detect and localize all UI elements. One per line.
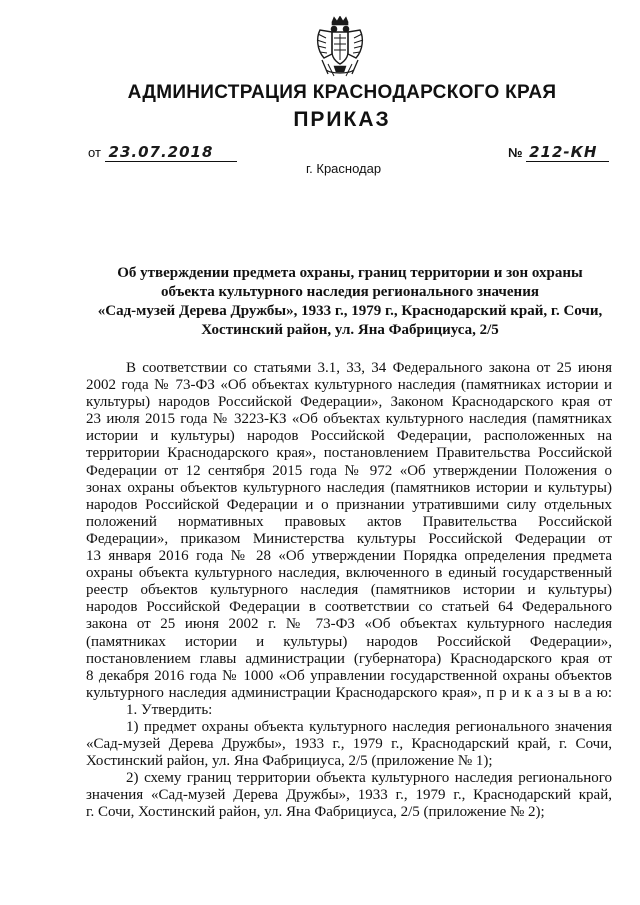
title-line: объекта культурного наследия регионального значения — [161, 284, 539, 300]
body-line: территории Краснодарского края», постановлением Правительства Российской — [86, 445, 612, 462]
coat-of-arms-emblem — [314, 16, 366, 78]
body-line: В соответствии со статьями 3.1, 33, 34 Федерального закона от 25 июня — [126, 360, 612, 376]
body-line: (памятниках истории и культуры) народов Российской Федерации», — [86, 633, 612, 650]
body-line: 1. Утвердить: — [126, 701, 213, 718]
body-line: «Сад-музей Дерева Дружбы», 1933 г., 1979 г., Краснодарский край, г. Сочи, — [86, 736, 612, 753]
order-body — [86, 360, 612, 822]
body-line: истории и культуры) народов Российской Федерации, расположенных на — [86, 428, 612, 445]
issuing-authority: АДМИНИСТРАЦИЯ КРАСНОДАРСКОГО КРАЯ — [127, 82, 557, 103]
handwritten-date: 23.07.2018 — [105, 143, 237, 162]
city-label: г. Краснодар — [306, 161, 382, 176]
body-line: охраны объекта культурного наследия, включенного в единый государственный — [86, 565, 612, 582]
body-line: значения «Сад-музей Дерева Дружбы», 1933 г., 1979 г., Краснодарский край, — [86, 787, 612, 804]
body-line: Федерации от 12 сентября 2015 года № 972 «Об утверждении Положения о — [86, 462, 612, 479]
number-field — [508, 143, 609, 162]
date-prefix: от — [88, 145, 101, 160]
body-line: г. Сочи, Хостинский район, ул. Яна Фабрициуса, 2/5 (приложение № 2); — [86, 804, 545, 821]
body-line: 13 января 2016 года № 28 «Об утверждении Порядка определения предмета — [86, 548, 612, 565]
date-field — [88, 143, 237, 162]
body-line: культуры) народов Российской Федерации», Законом Краснодарского края от — [86, 394, 612, 411]
body-line: закона от 25 июня 2002 г. № 73-ФЗ «Об объектах культурного наследия — [86, 616, 612, 633]
title-line: Хостинский район, ул. Яна Фабрициуса, 2/5 — [201, 322, 499, 338]
body-line: зонах охраны объектов культурного наследия (памятников истории и культуры) — [86, 479, 612, 496]
title-line: «Сад-музей Дерева Дружбы», 1933 г., 1979 г., Краснодарский край, г. Сочи, — [97, 303, 603, 319]
body-line: Федерации», приказом Министерства культуры Российской Федерации от — [86, 530, 612, 547]
body-line: положений нормативных правовых актов Правительства Российской — [86, 513, 612, 530]
document-type: ПРИКАЗ — [293, 108, 391, 131]
body-line: 1) предмет охраны объекта культурного наследия регионального значения — [126, 718, 612, 735]
body-line: культурного наследия администрации Краснодарского края», п р и к а з ы в а ю: — [86, 684, 612, 701]
number-prefix: № — [508, 145, 523, 160]
body-line: 2002 года № 73-ФЗ «Об объектах культурного наследия (памятниках истории и — [86, 377, 612, 394]
body-line: 2) схему границ территории объекта культурного наследия регионального — [126, 770, 612, 787]
body-line: Хостинский район, ул. Яна Фабрициуса, 2/5 (приложение № 1); — [86, 753, 493, 770]
body-line: 8 декабря 2016 года № 1000 «Об управлении государственной охраны объектов — [86, 667, 612, 684]
body-line: 23 июля 2015 года № 3223-КЗ «Об объектах культурного наследия (памятниках — [86, 411, 612, 428]
body-line: реестр объектов культурного наследия (памятников истории и культуры) — [86, 582, 612, 599]
handwritten-number: 212-КН — [526, 143, 609, 162]
title-line: Об утверждении предмета охраны, границ территории и зон охраны — [117, 265, 583, 281]
order-title — [80, 264, 620, 340]
body-line: народов Российской Федерации в соответствии со статьей 64 Федерального — [86, 599, 612, 616]
body-line: постановлением главы администрации (губернатора) Краснодарского края от — [86, 650, 612, 667]
body-line: народов Российской Федерации и о признании утратившими силу отдельных — [86, 496, 612, 513]
